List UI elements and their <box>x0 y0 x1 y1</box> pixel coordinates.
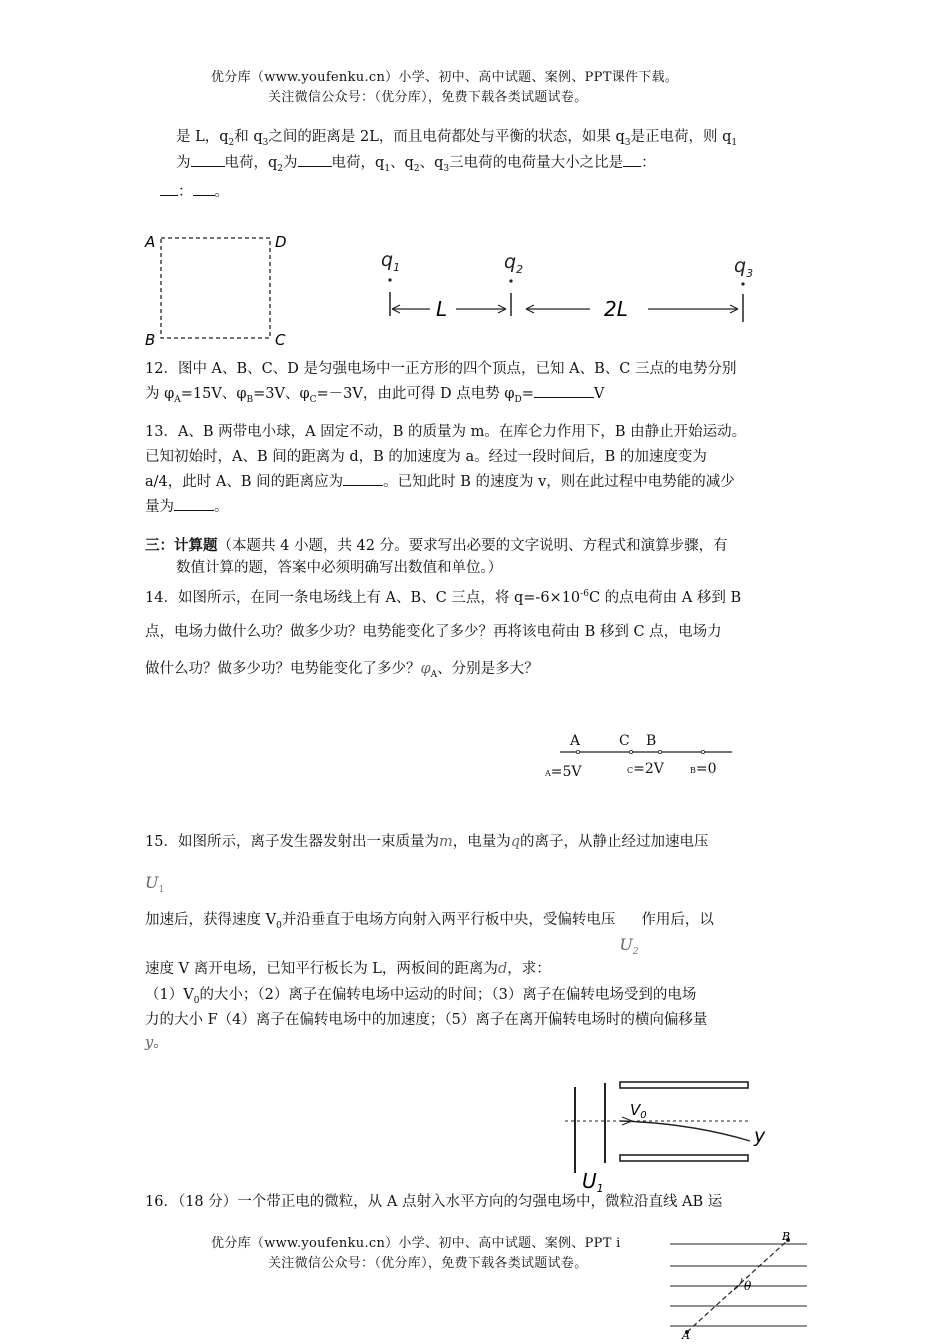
q13-line-3: a/4，此时 A、B 间的距离应为 。已知此时 B 的速度为 v，则在此过程中电势能的减少 <box>145 470 735 495</box>
q15-line-4: $(1)V_0$的大小；（2）离子在偏转电场中运动的时间；（3）离子在偏转电场受到的电场 <box>145 987 697 1006</box>
answer-blank <box>193 180 215 196</box>
q15-line-6: y。 <box>145 1035 168 1051</box>
section-3-title: 三：计算题 <box>145 537 218 554</box>
deflection-figure <box>560 1075 775 1195</box>
phi-B-label: B=0 <box>690 761 717 777</box>
label-q2: $q_2$ <box>504 251 524 276</box>
charge-q3-point <box>741 282 744 285</box>
q13-line-2: 已知初始时，A、B 间的距离为 d，B 的加速度为 a。经过一段时间后，B 的加速度变为 <box>145 449 707 465</box>
bottom-plate <box>620 1155 748 1161</box>
q13-line-4: 量为 。 <box>145 495 229 520</box>
vertex-A: A <box>145 233 156 251</box>
q12-line-1: 12．图中 A、B、C、D 是匀强电场中一正方形的四个顶点，已知 A、B、C 三点的电势分别 <box>145 361 737 377</box>
point-B-label: B <box>782 1230 791 1243</box>
q15-line-2: 加速后，获得速度 $V_0$并沿垂直于电场方向射入两平行板中央，受偏转电压 $U_2$ 作用后，以 <box>145 908 714 939</box>
header-line-1: 优分库（www.youfenku.cn）小学、初中、高中试题、案例、PPT课件下载。 <box>211 70 679 85</box>
answer-blank <box>191 151 225 167</box>
q16-line-1: 16．（18 分）一个带正电的微粒，从 A 点射入水平方向的匀强电场中，微粒沿直线 AB 运 <box>145 1194 723 1210</box>
field-line-figure <box>535 725 740 785</box>
dashed-square <box>161 238 270 338</box>
theta-label: θ <box>744 1279 752 1293</box>
answer-blank <box>623 151 641 167</box>
q15-line-1: 15．如图所示，离子发生器发射出一束质量为m，电量为q的离子，从静止经过加速电压 <box>145 834 709 850</box>
q11-line-2: 为 电荷，$q_2$为 电荷，$q_1$、$q_2$、$q_3$三电荷的电荷量大小之比是 ： <box>176 151 656 182</box>
q14-line-2: 点，电场力做什么功？做多少功？电势能变化了多少？再将该电荷由 B 移到 C 点，电场力 <box>145 624 722 640</box>
phi-A-label: A=5V <box>545 764 582 780</box>
q13-line-1: 13．A、B 两带电小球，A 固定不动，B 的质量为 m。在库仑力作用下，B 由静止开始运动。 <box>145 424 747 440</box>
point-B-label: B <box>646 733 657 749</box>
section-3-heading: 三：计算题（本题共 4 小题，共 42 分。要求写出必要的文字说明、方程式和演算步骤，有 <box>145 537 728 554</box>
v0-label: $V_0$ <box>630 1101 647 1121</box>
q15-line-3: 速度 V 离开电场，已知平行板长为 L，两板间的距离为d，求： <box>145 961 551 977</box>
q11-line-1: 是 L，$q_2$和 $q_3$之间的距离是 2L，而且电荷都处与平衡的状态，如果 $q_3$是正电荷，则 $q_1$ <box>176 129 738 148</box>
q14-line-1: 14．如图所示，在同一条电场线上有 A、B、C 三点，将 $q=-6\times 10^{-6}C$ 的点电荷由 A 移到 B <box>145 589 742 606</box>
square-figure <box>140 228 300 350</box>
q15-U1: $U_1$ <box>145 873 165 895</box>
distance-L: L <box>436 297 448 321</box>
charges-figure <box>378 242 778 327</box>
q11-line-3: ： 。 <box>160 180 229 205</box>
vertex-C: C <box>275 331 286 349</box>
label-q1: $q_1$ <box>381 249 401 274</box>
section-3-line-2: 数值计算的题，答案中必须明确写出数值和单位。） <box>176 560 503 576</box>
field-incline-figure <box>662 1228 812 1340</box>
y-label: y <box>754 1125 766 1147</box>
answer-blank <box>174 495 214 511</box>
footer-line-2: 关注微信公众号：（优分库），免费下载各类试题试卷。 <box>268 1256 588 1271</box>
answer-blank <box>343 470 383 486</box>
q12-line-2: 为 $\varphi_A=15V$、$\varphi_B=3V$、$\varphi_C=-3V$，由此可得 D 点电势 $\varphi_D= V$ <box>145 382 604 413</box>
answer-blank <box>160 180 178 196</box>
charge-q1-point <box>388 278 391 281</box>
label-q3: $q_3$ <box>734 255 754 280</box>
phi-C-label: C=2V <box>627 761 664 777</box>
answer-blank <box>534 382 594 398</box>
footer-line-1: 优分库（www.youfenku.cn）小学、初中、高中试题、案例、PPT i <box>211 1236 621 1251</box>
q14-line-3: 做什么功？做多少功？电势能变化了多少？$\varphi_A$、分别是多大？ <box>145 661 539 680</box>
U1-label: $U_1$ <box>582 1169 604 1195</box>
point-C-label: C <box>619 733 630 749</box>
point-A-label: A <box>570 733 581 749</box>
q15-line-5: 力的大小 F（4）离子在偏转电场中的加速度；（5）离子在离开偏转电场时的横向偏移量 <box>145 1012 708 1028</box>
vertex-D: D <box>275 233 287 251</box>
U2-symbol: $U_2$ <box>619 935 639 958</box>
top-plate <box>620 1082 748 1088</box>
distance-2L: 2L <box>604 297 628 321</box>
ion-trajectory <box>620 1121 750 1141</box>
point-A-label: A <box>682 1329 690 1340</box>
answer-blank <box>298 151 332 167</box>
vertex-B: B <box>145 331 156 349</box>
header-line-2: 关注微信公众号：（优分库），免费下载各类试题试卷。 <box>268 90 588 105</box>
charge-q2-point <box>509 279 512 282</box>
